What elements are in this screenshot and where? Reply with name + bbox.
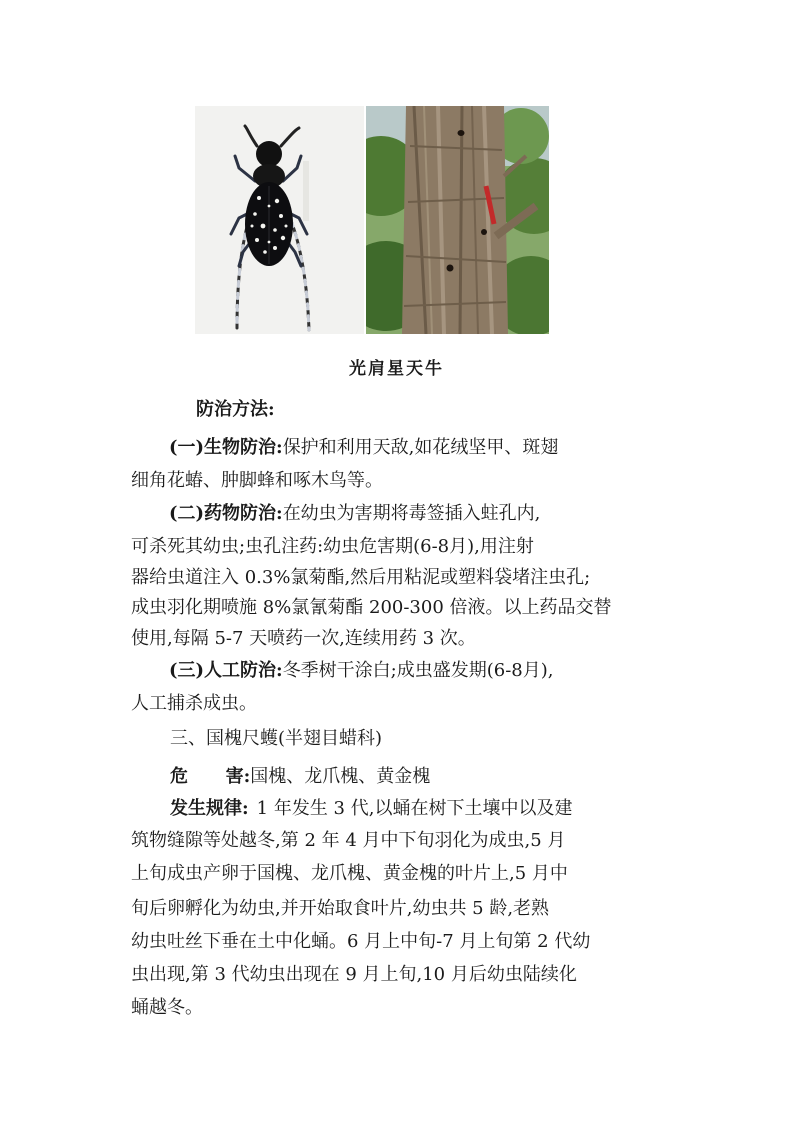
occurrence-line-1: [170, 797, 572, 821]
occurrence-line-5: 幼虫吐丝下垂在土中化蛹。6 月上中旬-7 月上旬第 2 代幼: [131, 931, 591, 952]
chem-paragraph-line-1: [169, 502, 540, 526]
occurrence-line-6: 虫出现,第 3 代幼虫出现在 9 月上旬,10 月后幼虫陆续化: [131, 964, 577, 985]
bio-text: 保护和利用天敌,如花绒坚甲、斑翅: [282, 437, 559, 458]
damaged-tree-trunk-photo: [366, 106, 549, 334]
chem-text: 在幼虫为害期将毒签插入蛀孔内,: [282, 503, 541, 524]
harm-label: 危 害:: [170, 766, 251, 787]
harm-line: [170, 765, 430, 789]
chem-paragraph-line-4: 成虫羽化期喷施 8%氯氰菊酯 200-300 倍液。以上药品交替: [131, 597, 612, 618]
bio-paragraph-line-1: [169, 436, 558, 460]
bio-paragraph-line-2: 细角花蝽、肿脚蜂和啄木鸟等。: [131, 470, 383, 491]
chem-paragraph-line-3: 器给虫道注入 0.3%氯菊酯,然后用粘泥或塑料袋堵注虫孔;: [131, 567, 591, 588]
figure-caption: 光肩星天牛: [349, 359, 444, 379]
chem-paragraph-line-5: 使用,每隔 5-7 天喷药一次,连续用药 3 次。: [131, 628, 476, 649]
beetle-specimen-photo: [195, 106, 364, 334]
occurrence-line-3: 上旬成虫产卵于国槐、龙爪槐、黄金槐的叶片上,5 月中: [131, 863, 568, 884]
manual-text: 冬季树干涂白;成虫盛发期(6-8月),: [282, 660, 554, 681]
occurrence-line-2: 筑物缝隙等处越冬,第 2 年 4 月中下旬羽化为成虫,5 月: [131, 830, 566, 851]
methods-heading: 防治方法:: [196, 399, 275, 420]
section-3-heading: 三、国槐尺蠖(半翅目蜡科): [170, 728, 383, 749]
chem-label: (二)药物防治:: [169, 503, 283, 524]
occurrence-line-4: 旬后卵孵化为幼虫,并开始取食叶片,幼虫共 5 龄,老熟: [131, 898, 550, 919]
harm-hosts: 国槐、龙爪槐、黄金槐: [250, 766, 431, 787]
bio-label: (一)生物防治:: [169, 437, 283, 458]
manual-label: (三)人工防治:: [169, 660, 283, 681]
chem-paragraph-line-2: 可杀死其幼虫;虫孔注药:幼虫危害期(6-8月),用注射: [131, 536, 534, 557]
manual-paragraph-line-2: 人工捕杀成虫。: [131, 693, 257, 714]
photo-pair: [195, 106, 549, 334]
occurrence-text: 1 年发生 3 代,以蛹在树下土壤中以及建: [256, 798, 573, 819]
occurrence-line-7: 蛹越冬。: [131, 997, 203, 1018]
occurrence-label: 发生规律:: [170, 798, 249, 819]
manual-paragraph-line-1: [169, 659, 554, 683]
